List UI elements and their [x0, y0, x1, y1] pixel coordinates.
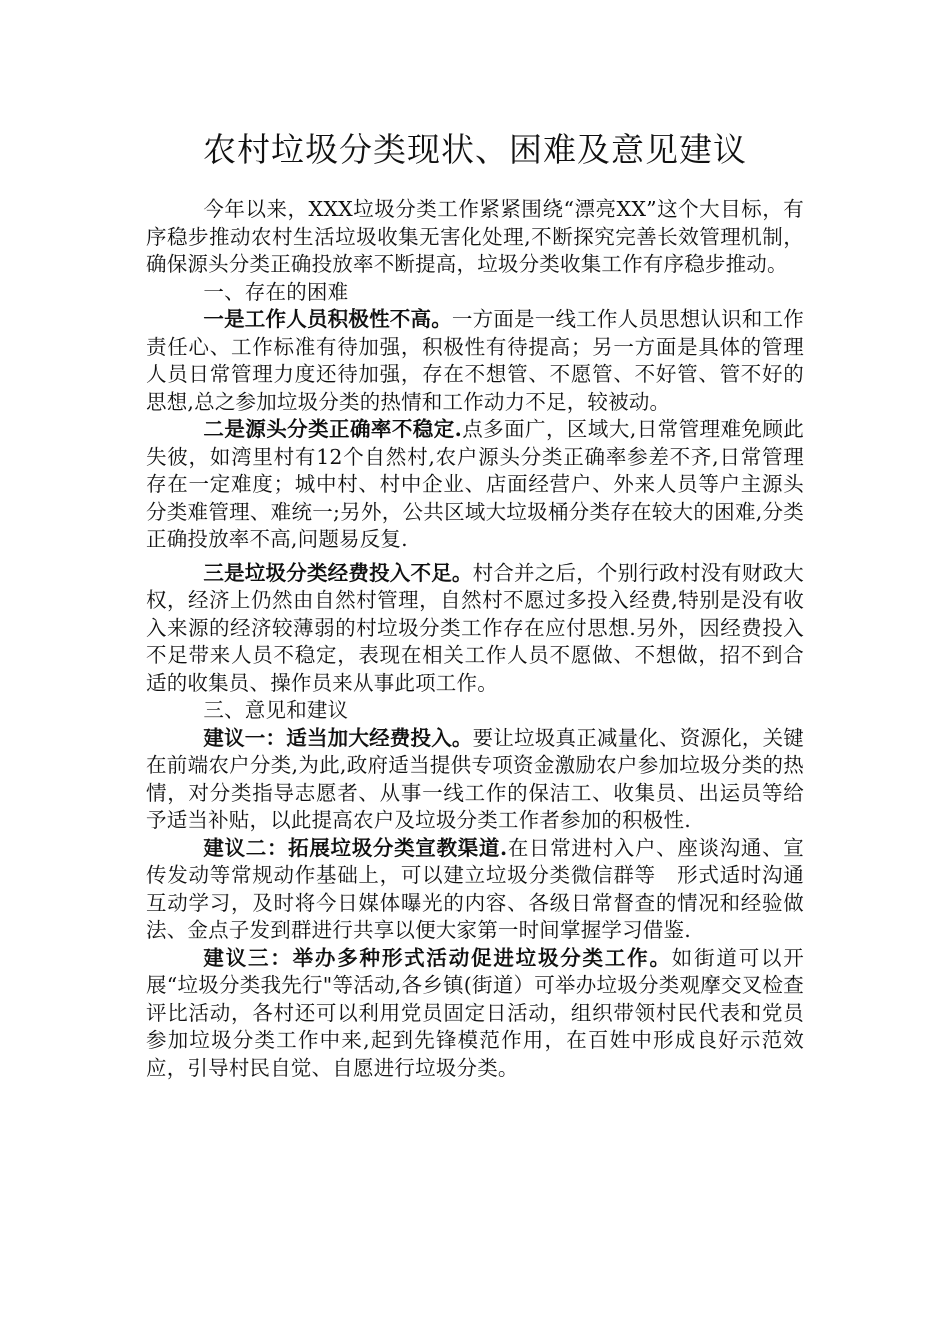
document-body: [146, 196, 804, 1082]
document-title: 农村垃圾分类现状、困难及意见建议: [203, 130, 747, 169]
problem-paragraph-3: [146, 560, 804, 698]
suggestion-paragraph-1: [146, 725, 804, 835]
suggestion-paragraph-2: [146, 835, 804, 945]
problem-paragraph-1: [146, 306, 804, 416]
suggestion-3-body: 如街道可以开展“垃圾分类我先行"等活动,各乡镇(街道）可举办垃圾分类观摩交叉检查评比活动，各村还可以利用党员固定日活动，组织带领村民代表和党员参加垃圾分类工作中来,起到先锋模范作用，在百姓中形成良好示范效应，引导村民自觉、自愿进行垃圾分类。: [146, 945, 805, 1080]
suggestion-2-lead: 建议二：拓展垃圾分类宣教渠道.: [203, 835, 508, 860]
section-heading-suggestions: 三、意见和建议: [203, 698, 349, 722]
problem-paragraph-2: [146, 416, 804, 554]
problem-1-body: 一方面是一线工作人员思想认识和工作责任心、工作标准有待加强，积极性有待提高；另一方面是具体的管理人员日常管理力度还待加强，存在不想管、不愿管、不好管、管不好的思想,总之参加垃圾分类的热情和工作动力不足，较被动。: [146, 307, 804, 414]
suggestion-paragraph-3: [146, 945, 804, 1083]
problem-3-body: 村合并之后，个别行政村没有财政大权，经济上仍然由自然村管理，自然村不愿过多投入经费,特别是没有收入来源的经济较薄弱的村垃圾分类工作存在应付思想.另外，因经费投入不足带来人员不稳定，表现在相关工作人员不愿做、不想做，招不到合适的收集员、操作员来从事此项工作。: [146, 560, 804, 695]
problem-3-lead: 三是垃圾分类经费投入不足。: [203, 560, 473, 585]
suggestion-3-lead: 建议三：举办多种形式活动促进垃圾分类工作。: [203, 945, 672, 970]
section-heading-difficulties: 一、存在的困难: [203, 279, 349, 304]
suggestion-2-body: 在日常进村入户、座谈沟通、宣传发动等常规动作基础上，可以建立垃圾分类微信群等 形式适时沟通互动学习，及时将今日媒体曝光的内容、各级日常督查的情况和经验做法、金点子发到群进行共享以便大家第一时间掌握学习借鉴.: [146, 835, 804, 942]
suggestion-1-body: 要让垃圾真正减量化、资源化，关键在前端农户分类,为此,政府适当提供专项资金激励农户参加垃圾分类的热情，对分类指导志愿者、从事一线工作的保洁工、收集员、出运员等给予适当补贴，以此提高农户及垃圾分类工作者参加的积极性.: [146, 725, 804, 832]
problem-1-lead: 一是工作人员积极性不高。: [203, 307, 452, 331]
problem-2-lead: 二是源头分类正确率不稳定.: [203, 417, 462, 441]
suggestion-1-lead: 建议一：适当加大经费投入。: [203, 725, 473, 750]
problem-2-body: 点多面广，区域大,日常管理难免顾此失彼，如湾里村有12个自然村,农户源头分类正确率参差不齐,日常管理存在一定难度；城中村、村中企业、店面经营户、外来人员等户主源头分类难管理、难统一;另外，公共区域大垃圾桶分类存在较大的困难,分类正确投放率不高,问题易反复.: [146, 417, 804, 551]
intro-paragraph: 今年以来，XXX垃圾分类工作紧紧围绕“漂亮XX”这个大目标，有序稳步推动农村生活垃圾收集无害化处理,不断探究完善长效管理机制，确保源头分类正确投放率不断提高，垃圾分类收集工作有序稳步推动。: [146, 197, 804, 276]
